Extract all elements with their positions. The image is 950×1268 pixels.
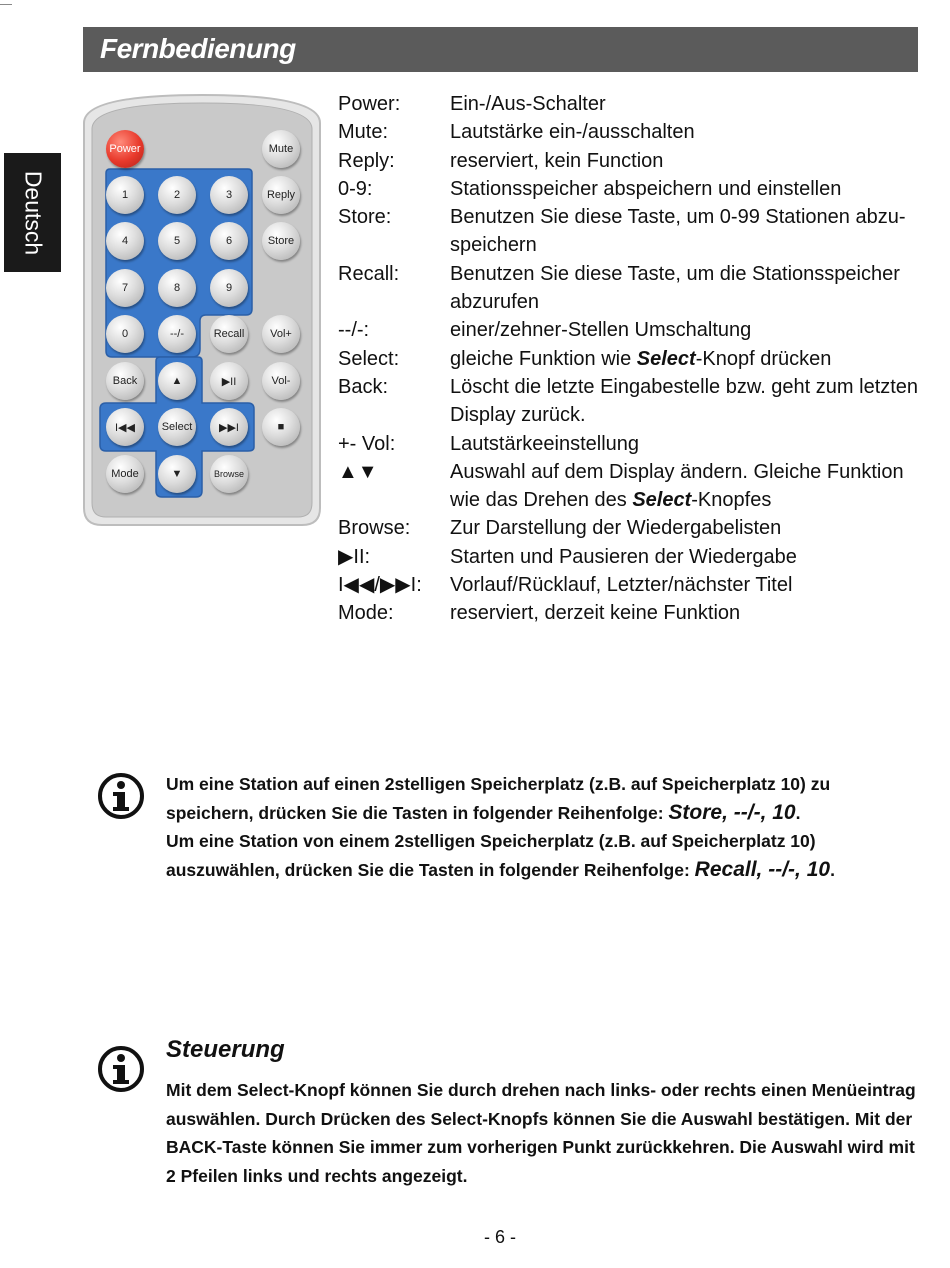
definition-row: [338, 430, 928, 458]
definition-description: [450, 458, 928, 515]
remote-mode-button: Mode: [106, 455, 144, 493]
definition-text: gleiche Funktion wie: [450, 347, 637, 370]
remote-control-illustration: [82, 93, 322, 527]
definition-term: ▲▼: [338, 460, 378, 483]
definition-row: [338, 203, 928, 260]
definition-row: [338, 345, 928, 373]
definition-row: [338, 571, 928, 599]
definition-text: -Knopfes: [691, 489, 772, 512]
definition-description: Starten und Pausieren der Wiedergabe: [450, 545, 797, 568]
definition-term: Back:: [338, 375, 389, 398]
remote-power-button: Power: [106, 130, 144, 168]
definition-description: Lautstärkeeinstellung: [450, 432, 640, 455]
definition-row: [338, 543, 928, 571]
remote-key-1: 1: [106, 176, 144, 214]
remote-store-button: Store: [262, 222, 300, 260]
remote-volume-down-button: Vol-: [262, 362, 300, 400]
info-icon: [97, 772, 145, 820]
definition-term: ▶II:: [338, 545, 371, 568]
remote-previous-button: I◀◀: [106, 408, 144, 446]
definition-term: I◀◀/▶▶I:: [338, 574, 422, 597]
page-title: Fernbedienung: [100, 33, 296, 64]
definition-description: Stationsspeicher abspeichern und einstellen: [450, 177, 842, 200]
remote-back-button: Back: [106, 362, 144, 400]
store-sequence: Store, --/-, 10: [668, 800, 796, 824]
note-recall-end: .: [830, 859, 835, 880]
remote-browse-button: Browse: [210, 455, 248, 493]
remote-mute-button: Mute: [262, 130, 300, 168]
definition-description: reserviert, kein Function: [450, 149, 664, 172]
definition-text: Auswahl auf dem Display ändern. Gleiche Funktion wie das Drehen des: [450, 460, 904, 512]
note-store-end: .: [795, 802, 801, 823]
remote-down-button: ▼: [158, 455, 196, 493]
definition-row: [338, 599, 928, 627]
definition-term: 0-9:: [338, 177, 373, 200]
title-bar: [83, 27, 918, 72]
select-knob-label: Select: [636, 347, 696, 370]
remote-key-8: 8: [158, 269, 196, 307]
definition-text: -Knopf drücken: [695, 347, 832, 370]
remote-key-9: 9: [210, 269, 248, 307]
definition-description: Zur Darstellung der Wiedergabelisten: [450, 517, 782, 540]
remote-key-3: 3: [210, 176, 248, 214]
remote-digit-toggle-button: --/-: [158, 315, 196, 353]
note-recall-text: Um eine Station von einem 2stelligen Speicherplatz (z.B. auf Speicherplatz 10) auszuwählen, drücken Sie die Tasten in folgender Reihenfolge:: [166, 831, 816, 880]
remote-key-0: 0: [106, 315, 144, 353]
definition-description: Ein-/Aus-Schalter: [450, 93, 606, 115]
definition-term: Reply:: [338, 149, 395, 172]
remote-play-pause-button: ▶II: [210, 362, 248, 400]
definition-row: [338, 373, 928, 430]
definition-term: Store:: [338, 206, 392, 229]
remote-volume-up-button: Vol+: [262, 315, 300, 353]
info-icon: [97, 1045, 145, 1093]
remote-key-4: 4: [106, 222, 144, 260]
definition-term: Mode:: [338, 602, 394, 625]
note-store-recall: [166, 770, 921, 884]
definition-term: Power:: [338, 93, 401, 115]
definition-term: Mute:: [338, 121, 389, 144]
definition-term: --/-:: [338, 319, 370, 342]
remote-stop-button: ■: [262, 408, 300, 446]
definition-description: einer/zehner-Stellen Umschaltung: [450, 319, 752, 342]
note-steuerung-text: Mit dem Select-Knopf können Sie durch drehen nach links- oder rechts einen Menüeintrag auswählen. Durch Drücken des Select-Knopfs können Sie die Auswahl bestätigen. Mit der BACK-Taste können Sie immer zum vorherigen Punkt zurückkehren. Die Auswahl wird mit 2 Pfeilen links und rechts angezeigt.: [166, 1080, 916, 1186]
definition-description: Benutzen Sie diese Taste, um 0-99 Stationen abzu-speichern: [450, 206, 906, 257]
note-store-text: Um eine Station auf einen 2stelligen Speicherplatz (z.B. auf Speicherplatz 10) zu speichern, drücken Sie die Tasten in folgender Reihenfolge:: [166, 774, 831, 823]
definition-row: [338, 260, 928, 317]
definition-description: Löscht die letzte Eingabestelle bzw. geht zum letzten Display zurück.: [450, 375, 919, 427]
definition-term: Select:: [338, 347, 400, 370]
remote-select-button: Select: [158, 408, 196, 446]
remote-recall-button: Recall: [210, 315, 248, 353]
definition-row: [338, 458, 928, 515]
section-heading: Steuerung: [166, 1036, 285, 1063]
definition-row: [338, 175, 928, 203]
remote-key-6: 6: [210, 222, 248, 260]
corner-mark: [0, 4, 12, 5]
definition-row: [338, 147, 928, 175]
remote-next-button: ▶▶I: [210, 408, 248, 446]
definition-description: Benutzen Sie diese Taste, um die Stationsspeicher abzurufen: [450, 262, 900, 314]
remote-up-button: ▲: [158, 362, 196, 400]
definition-row: [338, 90, 928, 118]
remote-reply-button: Reply: [262, 176, 300, 214]
language-tab-label: Deutsch: [20, 170, 46, 255]
language-tab: [4, 153, 61, 272]
definition-description: reserviert, derzeit keine Funktion: [450, 602, 741, 625]
button-definition-list: [338, 90, 928, 628]
page-number: - 6 -: [483, 1227, 516, 1247]
remote-key-5: 5: [158, 222, 196, 260]
definition-row: [338, 316, 928, 344]
definition-term: +- Vol:: [338, 432, 396, 455]
definition-row: [338, 118, 928, 146]
remote-key-2: 2: [158, 176, 196, 214]
definition-description: Lautstärke ein-/ausschalten: [450, 121, 695, 144]
definition-row: [338, 514, 928, 542]
select-knob-label: Select: [632, 489, 692, 512]
definition-description: Vorlauf/Rücklauf, Letzter/nächster Titel: [450, 574, 793, 597]
definition-term: Browse:: [338, 517, 411, 540]
remote-key-7: 7: [106, 269, 144, 307]
definition-description: [450, 345, 928, 373]
definition-term: Recall:: [338, 262, 400, 285]
recall-sequence: Recall, --/-, 10: [694, 857, 831, 881]
